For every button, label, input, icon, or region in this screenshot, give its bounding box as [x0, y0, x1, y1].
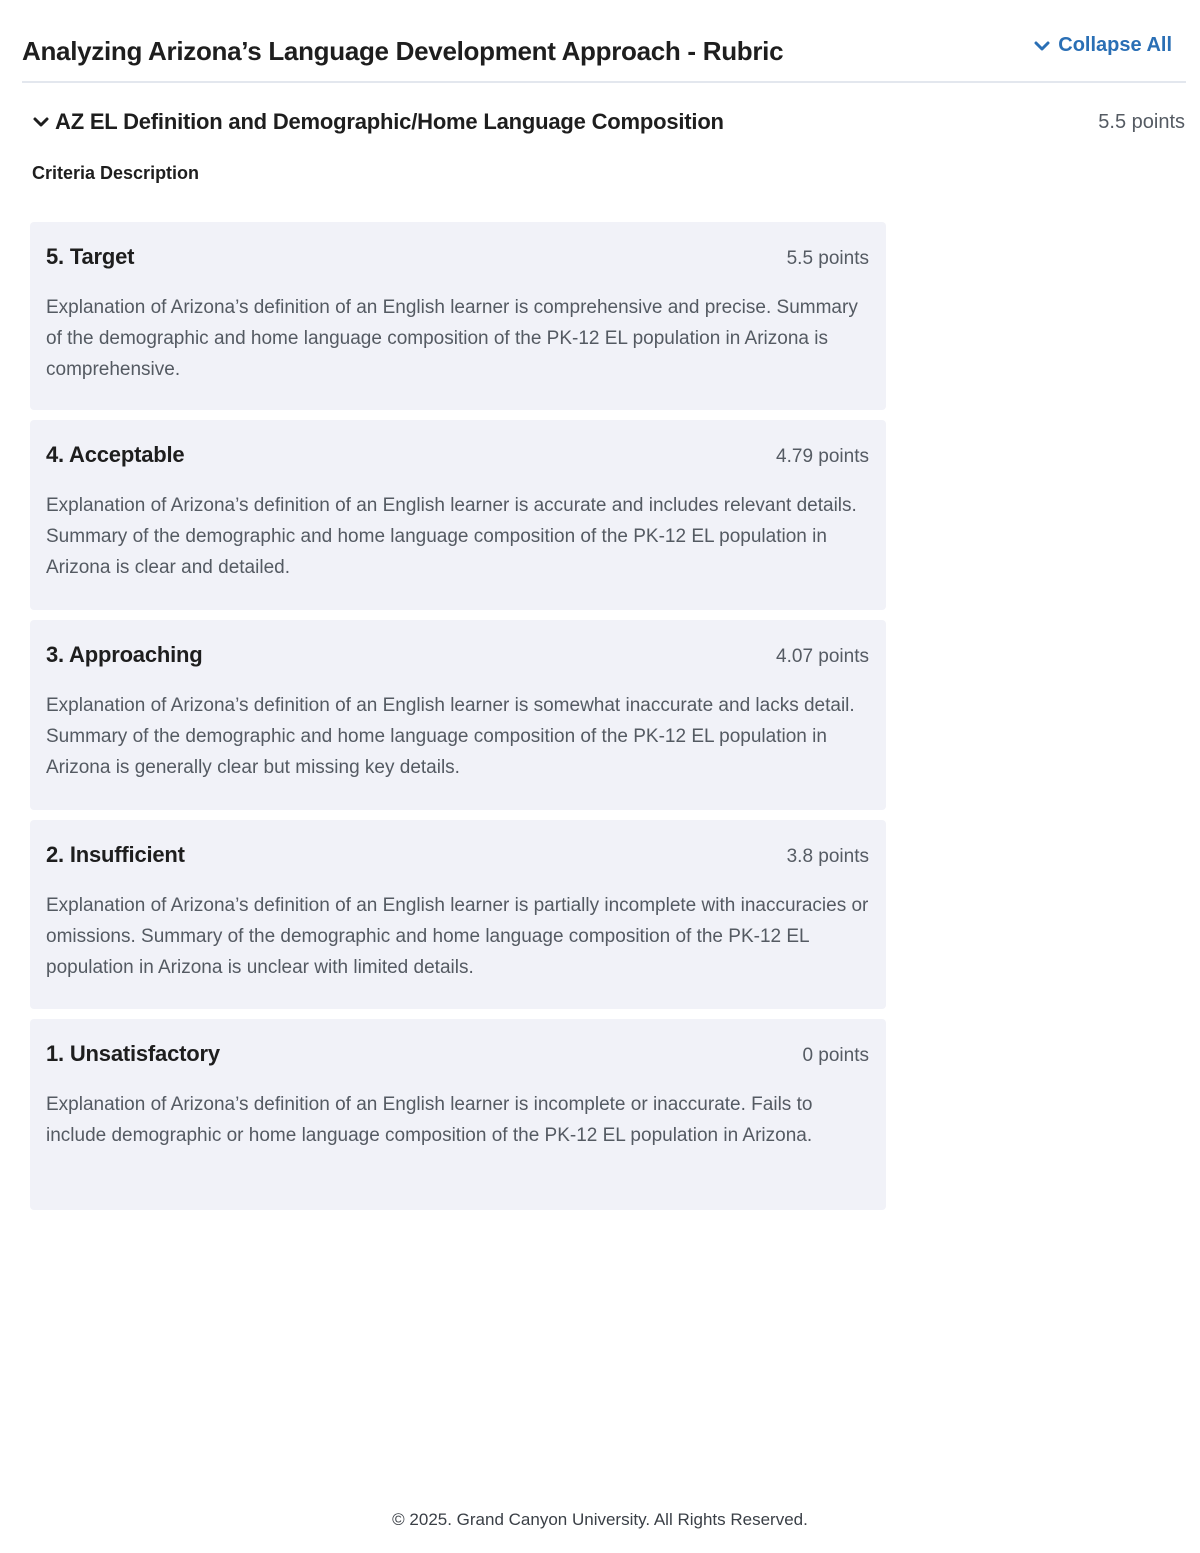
level-card-unsatisfactory: [30, 1019, 886, 1210]
criterion-points: 5.5 points: [1098, 110, 1185, 133]
page-title: Analyzing Arizona’s Language Development Approach - Rubric: [22, 36, 784, 66]
chevron-down-icon: [32, 115, 50, 129]
level-name: 4. Acceptable: [46, 442, 185, 467]
collapse-all-label: Collapse All: [1058, 34, 1172, 56]
level-points: 4.79 points: [776, 446, 869, 467]
level-description: Explanation of Arizona’s definition of an English learner is partially incomplete with inaccuracies or omissions. Summary of the demographic and home language composition of the PK-12 EL population in Arizona is unclear with limited details.: [46, 895, 869, 978]
level-description: Explanation of Arizona’s definition of an English learner is comprehensive and precise. Summary of the demographic and home language composition of the PK-12 EL population in Arizona is comprehensive.: [46, 297, 858, 380]
level-points: 5.5 points: [786, 248, 869, 269]
level-card-acceptable: [30, 420, 886, 610]
criterion-title: AZ EL Definition and Demographic/Home Language Composition: [55, 109, 724, 134]
level-name: 3. Approaching: [46, 642, 203, 667]
level-description: Explanation of Arizona’s definition of an English learner is incomplete or inaccurate. Fails to include demographic or home language composition of the PK-12 EL population in Arizona.: [46, 1094, 813, 1146]
level-card-insufficient: [30, 820, 886, 1009]
rubric-levels: [30, 222, 886, 1220]
level-points: 3.8 points: [786, 846, 869, 867]
level-card-approaching: [30, 620, 886, 810]
criteria-description-label: Criteria Description: [32, 163, 200, 183]
level-name: 5. Target: [46, 244, 135, 269]
level-points: 0 points: [802, 1045, 869, 1066]
footer-copyright: © 2025. Grand Canyon University. All Rights Reserved.: [392, 1510, 808, 1529]
level-description: Explanation of Arizona’s definition of an English learner is accurate and includes relevant details. Summary of the demographic and home language composition of the PK-12 EL population in Arizona is clear and detailed.: [46, 495, 857, 578]
criterion-header: [32, 106, 1185, 138]
criterion-toggle[interactable]: [32, 109, 724, 135]
chevron-down-icon: [1034, 40, 1050, 52]
collapse-all-button[interactable]: [1034, 34, 1172, 57]
header-divider: [22, 81, 1186, 83]
level-points: 4.07 points: [776, 646, 869, 667]
level-description: Explanation of Arizona’s definition of an English learner is somewhat inaccurate and lacks detail. Summary of the demographic and home language composition of the PK-12 EL population in Arizona is generally clear but missing key details.: [46, 695, 855, 778]
level-name: 2. Insufficient: [46, 842, 185, 867]
level-card-target: [30, 222, 886, 410]
level-name: 1. Unsatisfactory: [46, 1041, 220, 1066]
